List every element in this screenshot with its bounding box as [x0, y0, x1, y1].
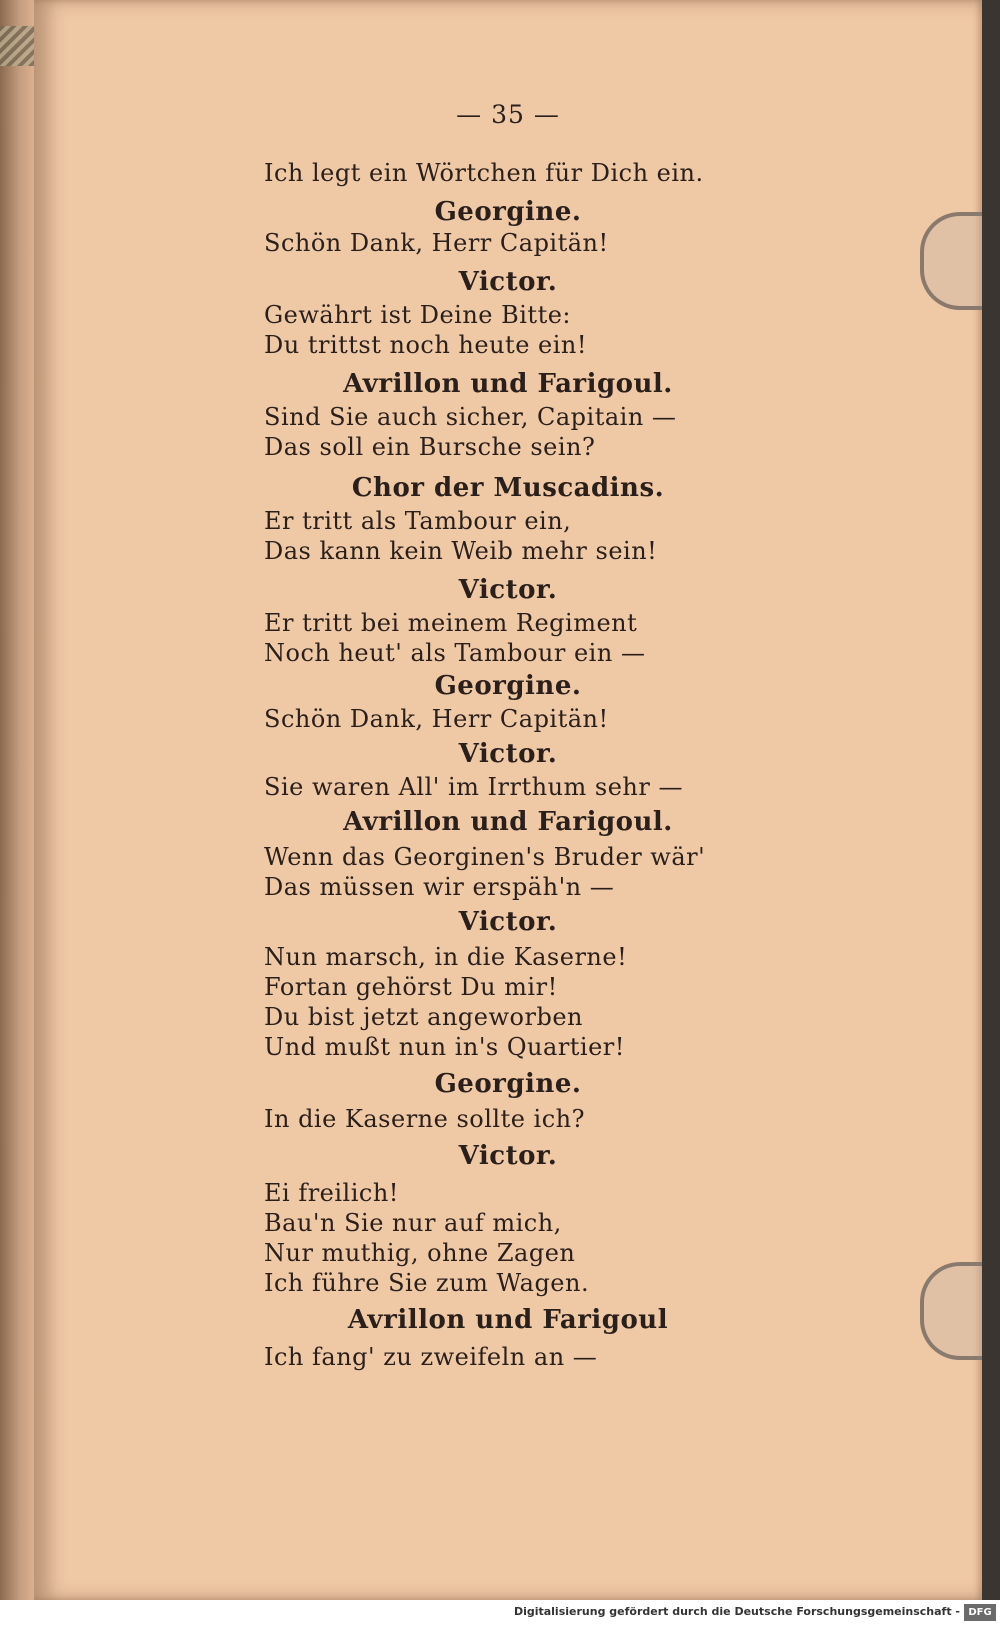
speaker-name: Victor. — [458, 575, 558, 605]
speaker-name: Georgine. — [434, 1069, 582, 1099]
verse-line: Er tritt als Tambour ein, — [264, 507, 572, 535]
speaker-name: Victor. — [458, 1141, 558, 1171]
verse-line: Er tritt bei meinem Regiment — [264, 609, 638, 637]
speaker-name: Chor der Muscadins. — [351, 473, 665, 503]
book-spine-edge — [0, 0, 34, 1600]
verse-line: Du trittst noch heute ein! — [264, 331, 588, 359]
verse-line: Du bist jetzt angeworben — [264, 1003, 583, 1031]
speaker-name: Georgine. — [434, 671, 582, 701]
verse-line: Nun marsch, in die Kaserne! — [264, 943, 628, 971]
verse-line: Nur muthig, ohne Zagen — [264, 1239, 576, 1267]
verse-line: Das kann kein Weib mehr sein! — [264, 537, 658, 565]
verse-line: Das soll ein Bursche sein? — [264, 433, 596, 461]
verse-line: Noch heut' als Tambour ein — — [264, 639, 646, 667]
verse-line: Und mußt nun in's Quartier! — [264, 1033, 625, 1061]
speaker-name: Avrillon und Farigoul — [347, 1305, 669, 1335]
page-number: — 35 — — [456, 100, 560, 129]
verse-line: Schön Dank, Herr Capitän! — [264, 229, 609, 257]
page-clip-bottom — [920, 1262, 982, 1360]
verse-line: Ei freilich! — [264, 1179, 399, 1207]
verse-line: Sind Sie auch sicher, Capitain — — [264, 403, 677, 431]
digitization-footer — [0, 1600, 1000, 1626]
verse-line: Wenn das Georginen's Bruder wär' — [264, 843, 706, 871]
dfg-logo[interactable]: DFG — [964, 1604, 996, 1621]
verse-line: Ich führe Sie zum Wagen. — [264, 1269, 590, 1297]
verse-line: In die Kaserne sollte ich? — [264, 1105, 585, 1133]
page-clip-top — [920, 212, 982, 310]
speaker-name: Avrillon und Farigoul. — [343, 369, 673, 399]
verse-line: Ich legt ein Wörtchen für Dich ein. — [264, 159, 704, 187]
verse-line: Gewährt ist Deine Bitte: — [264, 301, 571, 329]
speaker-name: Victor. — [458, 739, 558, 769]
speaker-name: Georgine. — [434, 197, 582, 227]
speaker-name: Victor. — [458, 267, 558, 297]
verse-line: Sie waren All' im Irrthum sehr — — [264, 773, 683, 801]
verse-line: Das müssen wir erspäh'n — — [264, 873, 615, 901]
book-page — [34, 0, 982, 1600]
speaker-name: Victor. — [458, 907, 558, 937]
page-content — [34, 0, 982, 1600]
verse-line: Bau'n Sie nur auf mich, — [264, 1209, 562, 1237]
verse-line: Ich fang' zu zweifeln an — — [264, 1343, 598, 1371]
funding-note: Digitalisierung gefördert durch die Deutsche Forschungsgemeinschaft - — [513, 1605, 960, 1618]
verse-line: Schön Dank, Herr Capitän! — [264, 705, 609, 733]
speaker-name: Avrillon und Farigoul. — [343, 807, 673, 837]
verse-line: Fortan gehörst Du mir! — [264, 973, 558, 1001]
